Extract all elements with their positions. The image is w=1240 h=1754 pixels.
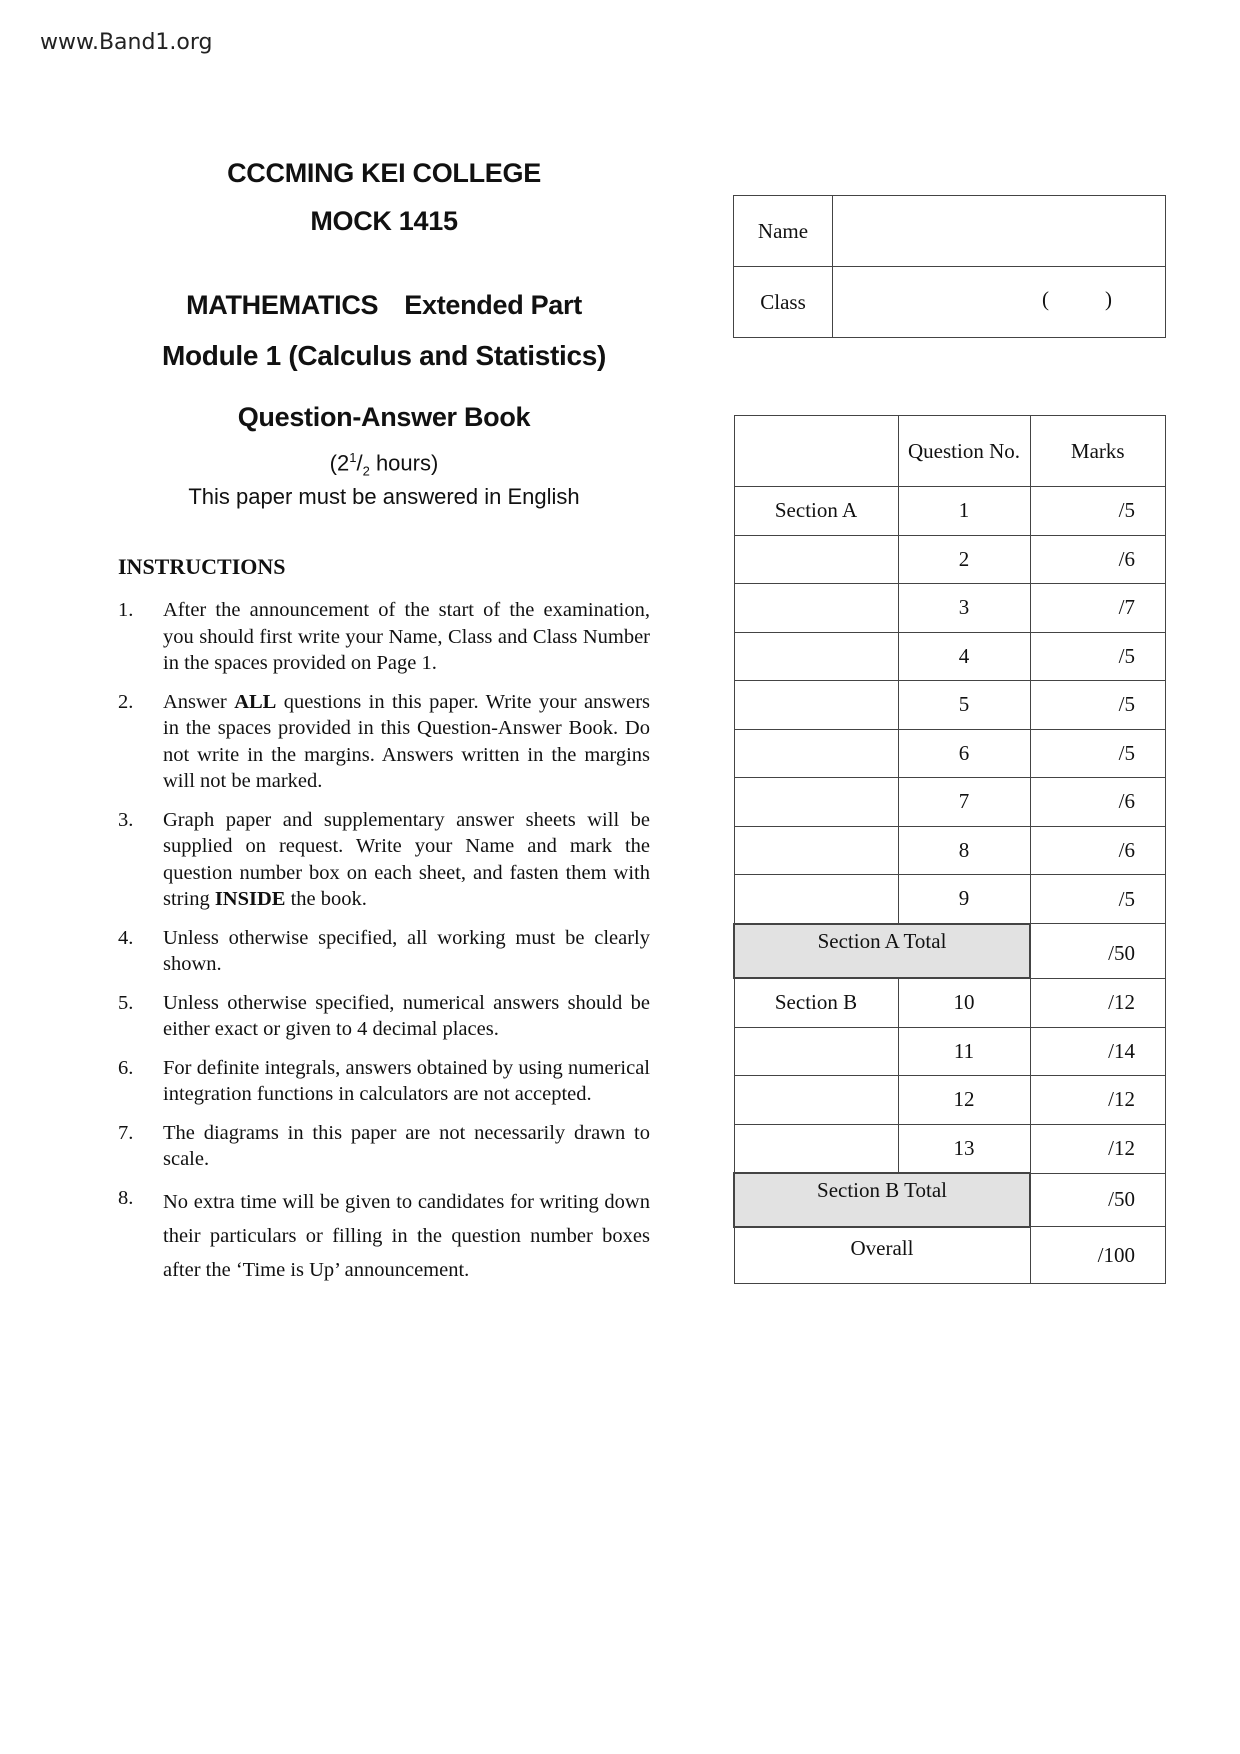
instruction-text bbox=[163, 925, 650, 978]
instruction-number: 5. bbox=[118, 991, 134, 1014]
module-title: Module 1 (Calculus and Statistics) bbox=[161, 340, 607, 371]
question-marks-field[interactable]: /6 bbox=[1030, 778, 1166, 827]
question-number: 9 bbox=[898, 875, 1030, 924]
marks-row bbox=[734, 487, 1166, 536]
instruction-number: 8. bbox=[118, 1186, 134, 1209]
instruction-item bbox=[118, 807, 650, 913]
instruction-item bbox=[118, 597, 650, 677]
question-number: 5 bbox=[898, 681, 1030, 730]
question-number: 7 bbox=[898, 778, 1030, 827]
marks-row bbox=[734, 584, 1166, 633]
section-label: Section A bbox=[734, 487, 898, 536]
instruction-text-run: No extra time will be given to candidates for writing down their particulars or filling in the question number boxes after the ‘Time is Up’ announcement. bbox=[163, 1190, 650, 1281]
name-row bbox=[734, 196, 1166, 267]
language-note: This paper must be answered in English bbox=[188, 484, 580, 509]
exam-duration: ($2^1/_2$ hours) bbox=[329, 450, 439, 479]
question-marks-field[interactable]: /7 bbox=[1030, 584, 1166, 633]
section-cell-empty bbox=[734, 584, 898, 633]
question-marks-field[interactable]: /5 bbox=[1030, 487, 1166, 536]
question-marks-field[interactable]: /6 bbox=[1030, 535, 1166, 584]
instruction-item bbox=[118, 689, 650, 795]
instruction-item bbox=[118, 925, 650, 978]
instruction-item bbox=[118, 1185, 650, 1287]
instruction-text bbox=[163, 990, 650, 1043]
instruction-text bbox=[163, 597, 650, 677]
overall-total-field[interactable]: /100 bbox=[1030, 1227, 1166, 1284]
header-section bbox=[734, 416, 898, 487]
marks-table bbox=[733, 415, 1166, 1284]
section-b-total-field[interactable]: /50 bbox=[1030, 1173, 1166, 1227]
marks-row bbox=[734, 632, 1166, 681]
class-number-open-paren: ( bbox=[1042, 287, 1049, 311]
question-marks-field[interactable]: /5 bbox=[1030, 875, 1166, 924]
question-marks-field[interactable]: /5 bbox=[1030, 729, 1166, 778]
section-a-total-field[interactable]: /50 bbox=[1030, 924, 1166, 979]
question-number: 12 bbox=[898, 1076, 1030, 1125]
question-number: 6 bbox=[898, 729, 1030, 778]
instruction-text bbox=[163, 689, 650, 795]
overall-label: Overall bbox=[734, 1227, 1030, 1284]
question-number: 4 bbox=[898, 632, 1030, 681]
marks-row bbox=[734, 729, 1166, 778]
section-label: Section B bbox=[734, 978, 898, 1027]
section-a-total-row bbox=[734, 924, 1166, 979]
header-question-no: Question No. bbox=[898, 416, 1030, 487]
duration-numerator: 1 bbox=[349, 450, 357, 465]
college-name: CCCMING KEI COLLEGE bbox=[227, 158, 541, 188]
section-cell-empty bbox=[734, 1027, 898, 1076]
question-number: 13 bbox=[898, 1124, 1030, 1173]
class-number-close-paren: ) bbox=[1105, 287, 1112, 311]
section-cell-empty bbox=[734, 826, 898, 875]
instruction-text bbox=[163, 1185, 650, 1287]
name-field[interactable] bbox=[833, 196, 1166, 267]
marks-row bbox=[734, 1076, 1166, 1125]
instruction-text-run: questions in this paper. Write your answers in the spaces provided in this Question-Answer Book. Do not write in the margins. Answers written in the margins will not be marked. bbox=[163, 690, 650, 792]
instruction-text-run: Graph paper and supplementary answer sheets will be supplied on request. Write your Name and mark the question number box on each sheet, and fasten them with string bbox=[163, 808, 650, 910]
marks-row bbox=[734, 535, 1166, 584]
question-marks-field[interactable]: /14 bbox=[1030, 1027, 1166, 1076]
marks-row bbox=[734, 1027, 1166, 1076]
instruction-text bbox=[163, 1055, 650, 1108]
section-cell-empty bbox=[734, 875, 898, 924]
instruction-text-run: the book. bbox=[285, 888, 367, 910]
instruction-text-run: Unless otherwise specified, numerical answers should be either exact or given to 4 decimal places. bbox=[163, 991, 650, 1040]
duration-denominator: 2 bbox=[362, 463, 370, 479]
header-marks: Marks bbox=[1030, 416, 1166, 487]
section-cell-empty bbox=[734, 535, 898, 584]
instruction-number: 3. bbox=[118, 808, 134, 831]
overall-row bbox=[734, 1227, 1166, 1284]
section-cell-empty bbox=[734, 729, 898, 778]
duration-suffix: hours) bbox=[369, 450, 439, 476]
section-b-total-label: Section B Total bbox=[734, 1173, 1030, 1227]
section-a-total-label: Section A Total bbox=[734, 924, 1030, 979]
question-number: 2 bbox=[898, 535, 1030, 584]
section-cell-empty bbox=[734, 1124, 898, 1173]
book-title: Question-Answer Book bbox=[237, 402, 531, 432]
exam-name: MOCK 1415 bbox=[310, 206, 458, 236]
instruction-text-run: For definite integrals, answers obtained by using numerical integration functions in calculators are not accepted. bbox=[163, 1056, 650, 1105]
question-number: 10 bbox=[898, 978, 1030, 1027]
instruction-number: 2. bbox=[118, 690, 134, 713]
instruction-number: 4. bbox=[118, 926, 134, 949]
question-marks-field[interactable]: /12 bbox=[1030, 1076, 1166, 1125]
question-number: 11 bbox=[898, 1027, 1030, 1076]
marks-row bbox=[734, 978, 1166, 1027]
question-marks-field[interactable]: /5 bbox=[1030, 681, 1166, 730]
question-marks-field[interactable]: /6 bbox=[1030, 826, 1166, 875]
marks-row bbox=[734, 826, 1166, 875]
instruction-item bbox=[118, 1055, 650, 1108]
watermark-url: www.Band1.org bbox=[40, 30, 213, 55]
section-b-total-row bbox=[734, 1173, 1166, 1227]
instruction-item bbox=[118, 990, 650, 1043]
instruction-text bbox=[163, 807, 650, 913]
instruction-emphasis: INSIDE bbox=[214, 888, 286, 910]
class-row bbox=[734, 267, 1166, 338]
section-cell-empty bbox=[734, 681, 898, 730]
marks-row bbox=[734, 681, 1166, 730]
instruction-text-run: Answer bbox=[163, 690, 235, 713]
student-info-form bbox=[733, 195, 1166, 338]
section-cell-empty bbox=[734, 778, 898, 827]
question-number: 8 bbox=[898, 826, 1030, 875]
instruction-emphasis: ALL bbox=[234, 690, 277, 713]
question-marks-field[interactable]: /12 bbox=[1030, 1124, 1166, 1173]
instruction-number: 7. bbox=[118, 1121, 134, 1144]
instruction-text-run: The diagrams in this paper are not necessarily drawn to scale. bbox=[163, 1121, 650, 1170]
question-number: 1 bbox=[898, 487, 1030, 536]
duration-prefix: (2 bbox=[329, 450, 350, 476]
section-cell-empty bbox=[734, 632, 898, 681]
instruction-number: 6. bbox=[118, 1056, 134, 1079]
section-cell-empty bbox=[734, 1076, 898, 1125]
instruction-number: 1. bbox=[118, 599, 134, 621]
instruction-text-run: After the announcement of the start of the examination, you should first write your Name, Class and Class Number in the spaces provided on Page 1. bbox=[163, 599, 650, 674]
subject-part: Extended Part bbox=[404, 290, 582, 320]
instruction-item bbox=[118, 1120, 650, 1173]
instructions-title: INSTRUCTIONS bbox=[118, 554, 286, 579]
question-marks-field[interactable]: /5 bbox=[1030, 632, 1166, 681]
instruction-text-run: Unless otherwise specified, all working must be clearly shown. bbox=[163, 926, 650, 975]
subject-title bbox=[118, 290, 650, 321]
question-number: 3 bbox=[898, 584, 1030, 633]
marks-row bbox=[734, 778, 1166, 827]
name-label: Name bbox=[734, 196, 833, 267]
marks-row bbox=[734, 1124, 1166, 1173]
subject-name: MATHEMATICS bbox=[186, 290, 379, 320]
class-field[interactable] bbox=[833, 267, 1166, 338]
marks-table-header bbox=[734, 416, 1166, 487]
instruction-text bbox=[163, 1120, 650, 1173]
question-marks-field[interactable]: /12 bbox=[1030, 978, 1166, 1027]
marks-row bbox=[734, 875, 1166, 924]
class-label: Class bbox=[734, 267, 833, 338]
instructions-list bbox=[118, 597, 650, 1299]
